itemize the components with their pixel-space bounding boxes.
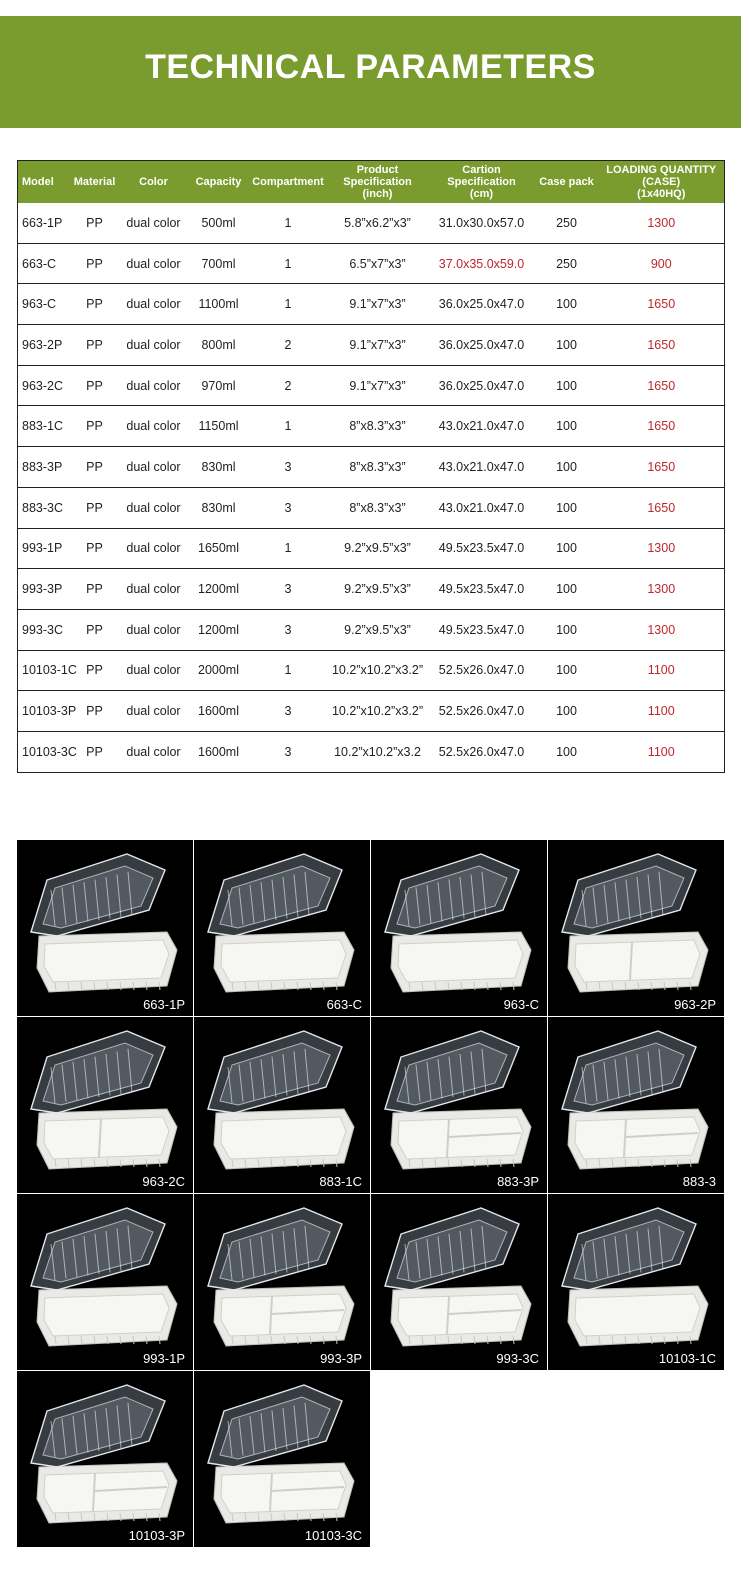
product-caption: 963-C [503,997,539,1012]
cell-carton-spec: 31.0x30.0x57.0 [429,203,535,244]
cell-product-spec: 5.8”x6.2”x3” [327,203,429,244]
cell-case-pack: 100 [535,691,599,732]
cell-material: PP [70,609,120,650]
product-caption: 993-3C [496,1351,539,1366]
column-header-text: Compartment [252,175,324,188]
column-header-text: Specification [447,175,516,188]
cell-compartment: 3 [250,609,327,650]
cell-carton-spec: 52.5x26.0x47.0 [429,731,535,772]
column-header-text: Cartion [462,163,501,176]
cell-material: PP [70,650,120,691]
cell-case-pack: 250 [535,203,599,244]
cell-material: PP [70,406,120,447]
product-tile [17,1371,193,1547]
container-photo [548,1017,724,1193]
product-tile [194,1017,370,1193]
cell-model: 883-3P [18,447,70,488]
cell-carton-spec: 37.0x35.0x59.0 [429,243,535,284]
cell-carton-spec: 49.5x23.5x47.0 [429,609,535,650]
cell-compartment: 1 [250,203,327,244]
cell-model: 883-1C [18,406,70,447]
container-photo [194,1371,370,1547]
header-banner [0,16,741,128]
cell-case-pack: 100 [535,731,599,772]
column-header-text: Product [356,163,399,176]
cell-model: 963-2P [18,325,70,366]
product-caption: 883-3P [497,1174,539,1189]
cell-capacity: 700ml [188,243,250,284]
container-photo [548,840,724,1016]
cell-carton-spec: 36.0x25.0x47.0 [429,325,535,366]
product-caption: 963-2P [674,997,716,1012]
cell-carton-spec: 52.5x26.0x47.0 [429,650,535,691]
cell-product-spec: 9.1”x7”x3” [327,284,429,325]
cell-material: PP [70,243,120,284]
product-tile [194,1371,370,1547]
product-tile [17,1017,193,1193]
cell-capacity: 830ml [188,447,250,488]
cell-color: dual color [120,203,188,244]
cell-loading-qty: 1300 [599,569,725,610]
cell-compartment: 1 [250,528,327,569]
cell-carton-spec: 43.0x21.0x47.0 [429,487,535,528]
cell-model: 10103-1C [18,650,70,691]
table-row [18,569,725,610]
product-caption: 883-3 [682,1174,716,1189]
product-tile [17,1194,193,1370]
cell-carton-spec: 43.0x21.0x47.0 [429,406,535,447]
cell-color: dual color [120,731,188,772]
column-header-capacity [188,161,250,203]
cell-carton-spec: 36.0x25.0x47.0 [429,284,535,325]
product-tile [17,840,193,1016]
cell-loading-qty: 1650 [599,325,725,366]
table-header-row [18,161,725,203]
column-header-product-spec [327,161,429,203]
cell-material: PP [70,528,120,569]
product-caption: 663-1P [143,997,185,1012]
cell-product-spec: 9.1”x7”x3” [327,325,429,366]
column-header-compartment [250,161,327,203]
cell-capacity: 1150ml [188,406,250,447]
cell-material: PP [70,487,120,528]
cell-material: PP [70,203,120,244]
cell-compartment: 1 [250,243,327,284]
product-tile [548,1194,724,1370]
column-header-text: (1x40HQ) [637,187,686,200]
column-header-text: (inch) [362,187,393,200]
column-header-case-pack [535,161,599,203]
cell-loading-qty: 1100 [599,650,725,691]
container-photo [194,840,370,1016]
table-row [18,447,725,488]
column-header-carton-spec [429,161,535,203]
cell-product-spec: 10.2”x10.2”x3.2 [327,731,429,772]
cell-capacity: 1200ml [188,569,250,610]
column-header-text: Material [73,175,116,188]
container-photo [371,1194,547,1370]
cell-model: 993-3P [18,569,70,610]
product-tile [548,840,724,1016]
container-photo [17,840,193,1016]
column-header-text: Model [22,175,54,188]
cell-capacity: 1100ml [188,284,250,325]
cell-carton-spec: 36.0x25.0x47.0 [429,365,535,406]
cell-color: dual color [120,365,188,406]
product-caption: 993-3P [320,1351,362,1366]
product-caption: 963-2C [142,1174,185,1189]
table-row [18,243,725,284]
cell-material: PP [70,691,120,732]
column-header-text: Case pack [539,175,594,188]
cell-capacity: 1200ml [188,609,250,650]
cell-compartment: 1 [250,406,327,447]
cell-color: dual color [120,528,188,569]
cell-capacity: 1600ml [188,731,250,772]
container-photo [17,1371,193,1547]
technical-parameters-table [17,160,725,773]
cell-capacity: 500ml [188,203,250,244]
product-tile [371,1017,547,1193]
cell-case-pack: 100 [535,528,599,569]
product-caption: 10103-3C [304,1528,362,1543]
table-row [18,528,725,569]
cell-compartment: 3 [250,447,327,488]
cell-model: 883-3C [18,487,70,528]
container-photo [194,1194,370,1370]
cell-model: 963-C [18,284,70,325]
cell-product-spec: 8”x8.3”x3” [327,406,429,447]
cell-color: dual color [120,569,188,610]
cell-color: dual color [120,325,188,366]
cell-material: PP [70,365,120,406]
container-photo [17,1017,193,1193]
cell-compartment: 3 [250,731,327,772]
container-photo [371,840,547,1016]
column-header-model [18,161,70,203]
table-body [18,203,725,773]
container-photo [371,1017,547,1193]
cell-model: 963-2C [18,365,70,406]
table-row [18,203,725,244]
cell-model: 10103-3C [18,731,70,772]
column-header-loading-qty [599,161,725,203]
cell-compartment: 2 [250,365,327,406]
cell-material: PP [70,569,120,610]
cell-color: dual color [120,406,188,447]
container-photo [194,1017,370,1193]
column-header-material [70,161,120,203]
cell-product-spec: 8”x8.3”x3” [327,487,429,528]
product-tile [194,1194,370,1370]
cell-product-spec: 9.2”x9.5”x3” [327,609,429,650]
column-header-text: LOADING QUANTITY [606,163,717,176]
cell-model: 993-3C [18,609,70,650]
cell-color: dual color [120,487,188,528]
cell-loading-qty: 1650 [599,365,725,406]
product-caption: 883-1C [319,1174,362,1189]
table-row [18,691,725,732]
cell-loading-qty: 1100 [599,731,725,772]
cell-material: PP [70,447,120,488]
cell-case-pack: 100 [535,284,599,325]
cell-carton-spec: 49.5x23.5x47.0 [429,569,535,610]
product-tile [371,1194,547,1370]
cell-color: dual color [120,243,188,284]
column-header-text: (CASE) [642,175,681,188]
cell-loading-qty: 1650 [599,284,725,325]
cell-product-spec: 9.1”x7”x3” [327,365,429,406]
container-photo [548,1194,724,1370]
cell-carton-spec: 52.5x26.0x47.0 [429,691,535,732]
cell-loading-qty: 1650 [599,406,725,447]
cell-product-spec: 6.5”x7”x3” [327,243,429,284]
cell-color: dual color [120,691,188,732]
cell-capacity: 800ml [188,325,250,366]
cell-model: 663-1P [18,203,70,244]
column-header-text: (cm) [469,187,494,200]
cell-case-pack: 100 [535,569,599,610]
cell-case-pack: 100 [535,487,599,528]
cell-product-spec: 10.2”x10.2”x3.2” [327,650,429,691]
cell-compartment: 3 [250,487,327,528]
cell-compartment: 3 [250,569,327,610]
product-caption: 10103-1C [658,1351,716,1366]
cell-capacity: 830ml [188,487,250,528]
cell-case-pack: 100 [535,609,599,650]
cell-material: PP [70,731,120,772]
cell-capacity: 2000ml [188,650,250,691]
product-caption: 663-C [326,997,362,1012]
cell-model: 10103-3P [18,691,70,732]
table-row [18,406,725,447]
cell-color: dual color [120,447,188,488]
table-row [18,609,725,650]
cell-case-pack: 100 [535,447,599,488]
cell-compartment: 3 [250,691,327,732]
product-caption: 993-1P [143,1351,185,1366]
cell-loading-qty: 1100 [599,691,725,732]
table-row [18,284,725,325]
cell-compartment: 2 [250,325,327,366]
cell-model: 663-C [18,243,70,284]
column-header-text: Specification [343,175,412,188]
column-header-text: Capacity [195,175,242,188]
product-tile [371,840,547,1016]
cell-color: dual color [120,284,188,325]
cell-capacity: 1650ml [188,528,250,569]
product-caption: 10103-3P [128,1528,185,1543]
cell-product-spec: 9.2”x9.5”x3” [327,528,429,569]
cell-model: 993-1P [18,528,70,569]
cell-compartment: 1 [250,284,327,325]
cell-case-pack: 100 [535,650,599,691]
cell-color: dual color [120,650,188,691]
table-row [18,487,725,528]
cell-loading-qty: 1300 [599,528,725,569]
product-tile [548,1017,724,1193]
cell-loading-qty: 1300 [599,609,725,650]
cell-product-spec: 10.2”x10.2”x3.2” [327,691,429,732]
cell-case-pack: 250 [535,243,599,284]
cell-carton-spec: 43.0x21.0x47.0 [429,447,535,488]
page-title: TECHNICAL PARAMETERS [145,48,596,86]
cell-capacity: 970ml [188,365,250,406]
cell-case-pack: 100 [535,325,599,366]
cell-loading-qty: 1650 [599,487,725,528]
table-row [18,731,725,772]
cell-case-pack: 100 [535,406,599,447]
cell-color: dual color [120,609,188,650]
cell-capacity: 1600ml [188,691,250,732]
cell-loading-qty: 1300 [599,203,725,244]
cell-material: PP [70,284,120,325]
table-row [18,365,725,406]
cell-loading-qty: 1650 [599,447,725,488]
cell-carton-spec: 49.5x23.5x47.0 [429,528,535,569]
cell-loading-qty: 900 [599,243,725,284]
table-row [18,650,725,691]
cell-product-spec: 9.2”x9.5”x3” [327,569,429,610]
product-tile [194,840,370,1016]
cell-compartment: 1 [250,650,327,691]
cell-product-spec: 8”x8.3”x3” [327,447,429,488]
cell-case-pack: 100 [535,365,599,406]
table-row [18,325,725,366]
cell-material: PP [70,325,120,366]
column-header-color [120,161,188,203]
container-photo [17,1194,193,1370]
column-header-text: Color [139,175,168,188]
